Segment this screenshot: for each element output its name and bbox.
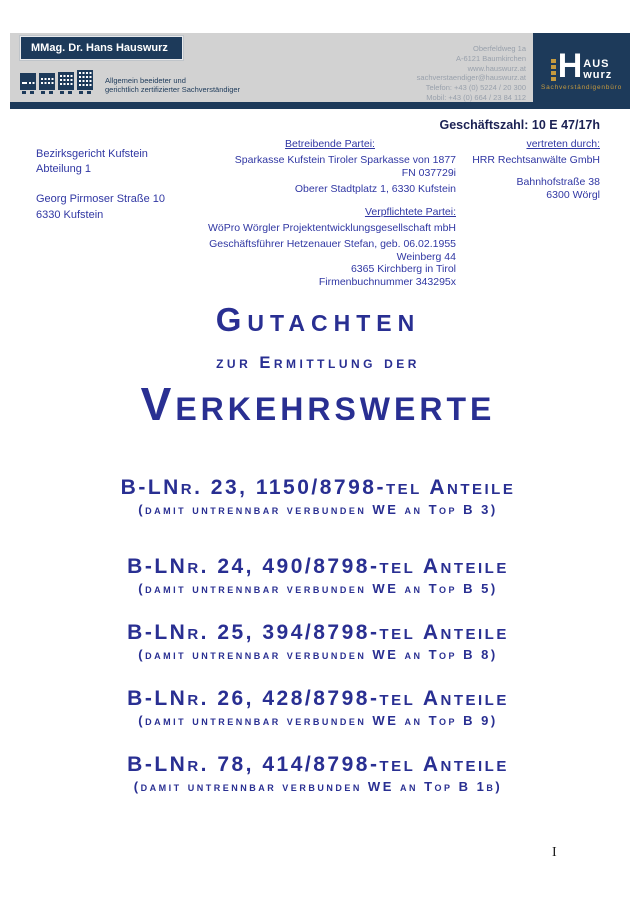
obligated-party-name: WöPro Wörgler Projektentwicklungsgesellschaft mbH xyxy=(207,221,456,234)
case-number: Geschäftszahl: 10 E 47/17h xyxy=(439,118,600,132)
lot-item xyxy=(0,474,636,519)
parties-middle-column xyxy=(204,138,456,289)
obligated-party-street: Weinberg 44 xyxy=(396,250,456,263)
lot-item xyxy=(0,685,636,730)
title-verkehrswerte: Verkehrswerte xyxy=(140,378,496,430)
buildings-icon xyxy=(20,68,96,100)
logo-tagline: Sachverständigenbüro xyxy=(540,84,623,91)
contact-mobile: Mobil: +43 (0) 664 / 23 84 112 xyxy=(426,92,526,102)
court-name: Bezirksgericht Kufstein xyxy=(36,148,148,160)
hauswurz-logo-box xyxy=(533,33,630,109)
certification-line2: gerichtlich zertifizierter Sachverständiger xyxy=(105,85,241,95)
court-street: Georg Pirmoser Straße 10 xyxy=(36,193,165,206)
contact-email[interactable]: sachverstaendiger@hauswurz.at xyxy=(416,73,526,83)
obligated-party-manager: Geschäftsführer Hetzenauer Stefan, geb. 06.02.1955 xyxy=(209,237,456,250)
contact-city: A-6121 Baumkirchen xyxy=(455,53,526,63)
logo-letter-h: H xyxy=(557,47,583,85)
lot-item-main: B-LNr. 78, 414/8798-tel Anteile xyxy=(127,753,509,776)
representative-city: 6300 Wörgl xyxy=(546,189,600,202)
obligated-party-label: Verpflichtete Partei: xyxy=(364,206,456,219)
contact-website[interactable]: www.hauswurz.at xyxy=(467,63,526,73)
contact-phone: Telefon: +43 (0) 5224 / 20 300 xyxy=(425,83,526,92)
representative-label: vertreten durch: xyxy=(526,138,600,150)
operating-party-name: Sparkasse Kufstein Tiroler Sparkasse von 1877 xyxy=(234,153,456,166)
logo-ladder-icon xyxy=(551,59,556,81)
page-number: I xyxy=(552,845,557,860)
parties-section xyxy=(36,138,600,289)
representative-column xyxy=(456,138,600,289)
letterhead xyxy=(10,33,630,109)
lot-item xyxy=(0,751,636,796)
court-city: 6330 Kufstein xyxy=(36,208,104,221)
court-department: Abteilung 1 xyxy=(36,163,92,176)
lot-item xyxy=(0,553,636,598)
document-title xyxy=(0,300,636,430)
logo-word-wurz: wurz xyxy=(583,69,613,81)
lot-item xyxy=(0,619,636,664)
representative-name: HRR Rechtsanwälte GmbH xyxy=(472,154,600,167)
operating-party-label: Betreibende Partei: xyxy=(285,138,375,150)
letterhead-band xyxy=(10,33,630,102)
title-gutachten: Gutachten xyxy=(215,301,421,338)
lot-item-sub: (damit untrennbar verbunden WE an Top B 3) xyxy=(138,502,498,517)
obligated-party-register: Firmenbuchnummer 343295x xyxy=(318,276,456,289)
logo-words xyxy=(583,59,612,81)
lot-item-main: B-LNr. 26, 428/8798-tel Anteile xyxy=(127,687,509,710)
lot-item-sub: (damit untrennbar verbunden WE an Top B 8) xyxy=(138,647,498,662)
lot-item-main: B-LNr. 25, 394/8798-tel Anteile xyxy=(127,621,509,644)
certification-text xyxy=(105,76,240,101)
contact-block xyxy=(417,44,526,103)
certification-line1: Allgemein beeideter und xyxy=(105,75,186,85)
lot-item-sub: (damit untrennbar verbunden WE an Top B 9) xyxy=(138,713,498,728)
lot-item-main: B-LNr. 24, 490/8798-tel Anteile xyxy=(127,555,509,578)
operating-party-register: FN 037729i xyxy=(401,166,456,179)
certification-row xyxy=(20,68,240,100)
lot-item-sub: (damit untrennbar verbunden WE an Top B 1b) xyxy=(133,779,503,794)
expert-name-box: MMag. Dr. Hans Hauswurz xyxy=(20,36,183,60)
court-address xyxy=(36,138,204,289)
operating-party-address: Oberer Stadtplatz 1, 6330 Kufstein xyxy=(294,183,456,196)
lot-items xyxy=(0,474,636,817)
title-subline: zur Ermittlung der xyxy=(216,354,420,372)
lot-item-main: B-LNr. 23, 1150/8798-tel Anteile xyxy=(120,476,516,499)
obligated-party-city: 6365 Kirchberg in Tirol xyxy=(350,263,456,276)
hauswurz-logo xyxy=(551,47,613,85)
logo-word-aus: AUS xyxy=(583,58,610,70)
contact-street: Oberfeldweg 1a xyxy=(473,44,526,53)
representative-street: Bahnhofstraße 38 xyxy=(516,176,600,189)
lot-item-sub: (damit untrennbar verbunden WE an Top B 5) xyxy=(138,581,498,596)
